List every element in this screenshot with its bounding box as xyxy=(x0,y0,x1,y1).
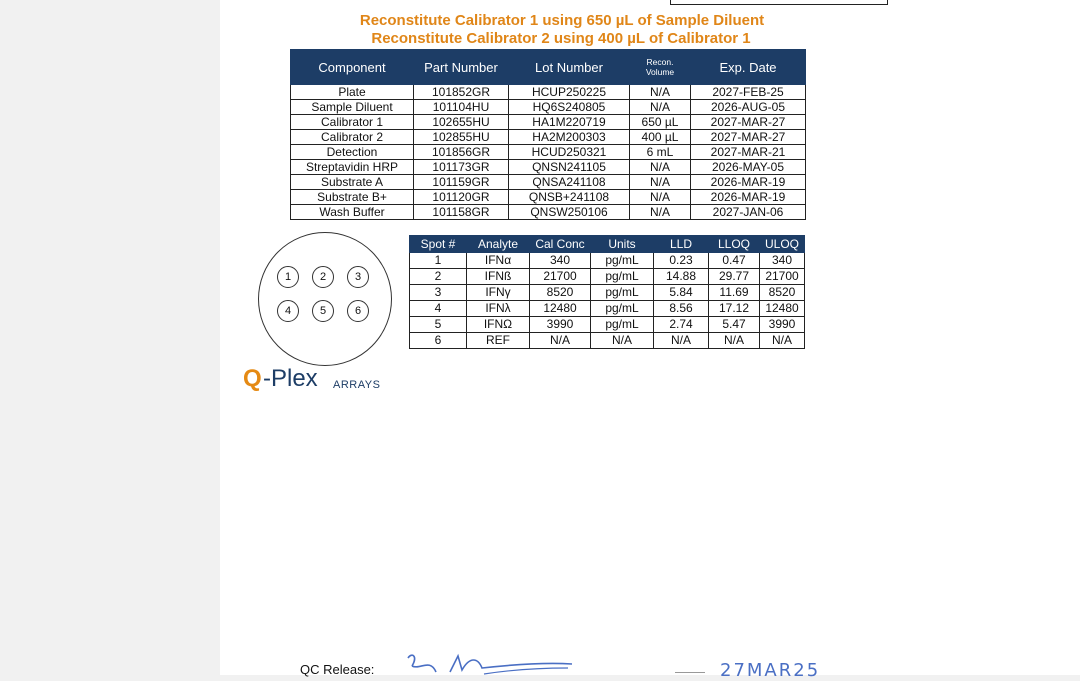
handwritten-date: 27MAR25 xyxy=(720,660,821,681)
components-table xyxy=(290,49,806,220)
well-spot: 1 xyxy=(277,266,299,288)
table-cell: 2026-MAR-19 xyxy=(691,190,806,205)
component-row xyxy=(291,145,806,160)
header-analyte: Analyte xyxy=(467,236,530,253)
table-cell: 340 xyxy=(760,253,805,269)
logo-plex: -Plex xyxy=(263,365,318,392)
header-lld: LLD xyxy=(654,236,709,253)
table-cell: 340 xyxy=(530,253,591,269)
well-spot: 2 xyxy=(312,266,334,288)
table-cell: 2027-JAN-06 xyxy=(691,205,806,220)
table-cell: 101104HU xyxy=(414,100,509,115)
spot-row xyxy=(410,317,805,333)
table-cell: 4 xyxy=(410,301,467,317)
component-row xyxy=(291,160,806,175)
component-row xyxy=(291,205,806,220)
table-cell: Substrate B+ xyxy=(291,190,414,205)
table-cell: 12480 xyxy=(530,301,591,317)
table-cell: 5.84 xyxy=(654,285,709,301)
table-cell: 2 xyxy=(410,269,467,285)
header-exp-date: Exp. Date xyxy=(691,50,806,85)
table-cell: Plate xyxy=(291,85,414,100)
table-cell: 2027-MAR-27 xyxy=(691,115,806,130)
table-cell: HA1M220719 xyxy=(509,115,630,130)
table-cell: Substrate A xyxy=(291,175,414,190)
table-cell: 6 xyxy=(410,333,467,349)
logo-arrays: ARRAYS xyxy=(333,379,381,391)
header-recon-volume: Recon. Volume xyxy=(630,50,691,85)
table-cell: IFNλ xyxy=(467,301,530,317)
spot-row xyxy=(410,253,805,269)
component-row xyxy=(291,85,806,100)
spot-row xyxy=(410,269,805,285)
table-cell: N/A xyxy=(654,333,709,349)
well-spot: 3 xyxy=(347,266,369,288)
table-cell: N/A xyxy=(591,333,654,349)
table-cell: 0.23 xyxy=(654,253,709,269)
table-cell: 8520 xyxy=(760,285,805,301)
table-cell: REF xyxy=(467,333,530,349)
table-cell: HCUD250321 xyxy=(509,145,630,160)
table-cell: IFNα xyxy=(467,253,530,269)
table-cell: 101159GR xyxy=(414,175,509,190)
table-cell: pg/mL xyxy=(591,269,654,285)
logo-q: Q xyxy=(243,365,262,392)
table-cell: N/A xyxy=(630,100,691,115)
table-cell: Sample Diluent xyxy=(291,100,414,115)
table-cell: 14.88 xyxy=(654,269,709,285)
table-cell: 102855HU xyxy=(414,130,509,145)
table-cell: pg/mL xyxy=(591,301,654,317)
signature-image xyxy=(400,648,580,678)
table-cell: 101856GR xyxy=(414,145,509,160)
well-spot: 6 xyxy=(347,300,369,322)
table-cell: N/A xyxy=(630,205,691,220)
component-row xyxy=(291,100,806,115)
table-cell: 5.47 xyxy=(709,317,760,333)
spots-table xyxy=(409,235,805,349)
instruction-calibrator-1: Reconstitute Calibrator 1 using 650 µL of Sample Diluent xyxy=(359,12,765,29)
table-cell: 12480 xyxy=(760,301,805,317)
table-cell: 1 xyxy=(410,253,467,269)
table-cell: 101852GR xyxy=(414,85,509,100)
table-cell: Detection xyxy=(291,145,414,160)
spot-row xyxy=(410,333,805,349)
instruction-calibrator-2: Reconstitute Calibrator 2 using 400 µL of Calibrator 1 xyxy=(371,30,751,47)
well-spot: 5 xyxy=(312,300,334,322)
table-cell: N/A xyxy=(760,333,805,349)
top-border-box xyxy=(670,0,888,5)
table-cell: 8520 xyxy=(530,285,591,301)
table-cell: N/A xyxy=(630,85,691,100)
table-cell: N/A xyxy=(709,333,760,349)
table-cell: 21700 xyxy=(760,269,805,285)
table-cell: N/A xyxy=(530,333,591,349)
header-lloq: LLOQ xyxy=(709,236,760,253)
table-cell: 17.12 xyxy=(709,301,760,317)
table-cell: N/A xyxy=(630,190,691,205)
table-cell: N/A xyxy=(630,175,691,190)
table-cell: 21700 xyxy=(530,269,591,285)
table-cell: 101173GR xyxy=(414,160,509,175)
table-cell: 2027-MAR-27 xyxy=(691,130,806,145)
header-uloq: ULOQ xyxy=(760,236,805,253)
table-cell: 101158GR xyxy=(414,205,509,220)
date-line xyxy=(675,672,705,674)
table-cell: 6 mL xyxy=(630,145,691,160)
header-lot-number: Lot Number xyxy=(509,50,630,85)
qc-release-label: QC Release: xyxy=(300,662,375,677)
well-spot: 4 xyxy=(277,300,299,322)
table-cell: 101120GR xyxy=(414,190,509,205)
table-cell: Calibrator 2 xyxy=(291,130,414,145)
spot-row xyxy=(410,301,805,317)
header-part-number: Part Number xyxy=(414,50,509,85)
table-cell: Calibrator 1 xyxy=(291,115,414,130)
table-cell: 0.47 xyxy=(709,253,760,269)
table-cell: HA2M200303 xyxy=(509,130,630,145)
table-cell: IFNΩ xyxy=(467,317,530,333)
table-cell: QNSB+241108 xyxy=(509,190,630,205)
table-cell: pg/mL xyxy=(591,253,654,269)
table-cell: 2026-MAY-05 xyxy=(691,160,806,175)
table-cell: 2026-AUG-05 xyxy=(691,100,806,115)
table-cell: QNSA241108 xyxy=(509,175,630,190)
table-cell: QNSW250106 xyxy=(509,205,630,220)
table-cell: 650 µL xyxy=(630,115,691,130)
table-cell: IFNγ xyxy=(467,285,530,301)
table-cell: 2027-MAR-21 xyxy=(691,145,806,160)
table-cell: 11.69 xyxy=(709,285,760,301)
table-cell: 8.56 xyxy=(654,301,709,317)
table-cell: HCUP250225 xyxy=(509,85,630,100)
component-row xyxy=(291,175,806,190)
header-spot: Spot # xyxy=(410,236,467,253)
table-cell: 2026-MAR-19 xyxy=(691,175,806,190)
table-cell: N/A xyxy=(630,160,691,175)
component-row xyxy=(291,130,806,145)
table-cell: 400 µL xyxy=(630,130,691,145)
table-cell: 3990 xyxy=(760,317,805,333)
table-cell: Streptavidin HRP xyxy=(291,160,414,175)
header-component: Component xyxy=(291,50,414,85)
table-cell: Wash Buffer xyxy=(291,205,414,220)
header-cal-conc: Cal Conc xyxy=(530,236,591,253)
table-cell: IFNß xyxy=(467,269,530,285)
table-cell: pg/mL xyxy=(591,285,654,301)
table-cell: 29.77 xyxy=(709,269,760,285)
table-cell: 2027-FEB-25 xyxy=(691,85,806,100)
header-units: Units xyxy=(591,236,654,253)
table-cell: HQ6S240805 xyxy=(509,100,630,115)
table-cell: 5 xyxy=(410,317,467,333)
well-diagram xyxy=(258,232,392,366)
table-cell: 3990 xyxy=(530,317,591,333)
table-cell: 3 xyxy=(410,285,467,301)
spot-row xyxy=(410,285,805,301)
table-cell: QNSN241105 xyxy=(509,160,630,175)
table-cell: 2.74 xyxy=(654,317,709,333)
table-cell: pg/mL xyxy=(591,317,654,333)
component-row xyxy=(291,115,806,130)
component-row xyxy=(291,190,806,205)
table-cell: 102655HU xyxy=(414,115,509,130)
qplex-logo xyxy=(243,363,403,395)
